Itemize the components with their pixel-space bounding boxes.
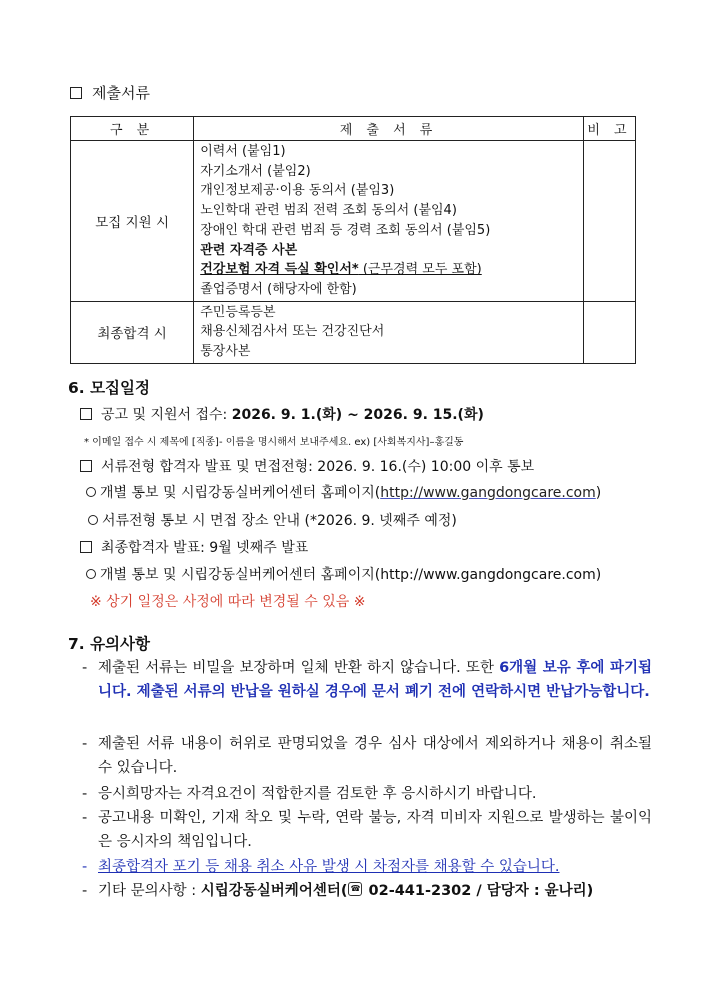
category-applicant: 모집 지원 시 [71,141,194,302]
cautions-heading: 7. 유의사항 [68,635,150,653]
phone-icon: ☎ [348,882,362,896]
notice-3-text: 개별 통보 및 시립강동실버케어센터 홈페이지(http://www.gangdongcare.com) [100,567,602,583]
final-result-text: 최종합격자 발표: 9월 넷째주 발표 [101,540,309,556]
caution-1-a: 제출된 서류는 비밀을 보장하며 일체 반환 하지 않습니다. 또한 [98,660,500,676]
list-item: 노인학대 관련 범죄 전력 조회 동의서 (붙임4) [200,203,457,219]
final-doc-list [194,301,584,363]
circle-bullet-icon [88,515,98,525]
dash-bullet: - [82,883,88,899]
doc-result-text: 서류전형 합격자 발표 및 면접전형: 2026. 9. 16.(수) 10:00 이후 통보 [101,459,535,475]
apply-date: 2026. 9. 1.(화) ~ 2026. 9. 15.(화) [231,407,484,423]
circle-bullet-icon [86,487,96,497]
checkbox-square-icon [80,460,92,472]
circle-bullet-icon [86,569,96,579]
dash-bullet: - [82,736,88,752]
caution-item-2 [82,732,652,780]
contact-org: 시립강동실버케어센터( [200,883,348,899]
caution-item-3 [82,782,652,806]
schedule-heading: 6. 모집일정 [68,379,150,397]
header-note: 비 고 [583,117,635,141]
caution-5-text: 최종합격자 포기 등 채용 취소 사유 발생 시 차점자를 채용할 수 있습니다. [98,859,560,875]
final-result-line [80,537,308,557]
caution-1-b: 6개월 보유 후에 파기됩니다. 제출된 서류의 반납을 원하실 경우에 문서 폐기 전에 연락하시면 반납가능합니다. [98,660,652,700]
list-item: 자기소개서 (붙임2) [200,163,311,179]
email-note: * 이메일 접수 시 제목에 [직종]- 이름을 명시해서 보내주세요. ex) [사회복지사]–홍길동 [84,437,464,448]
header-category: 구 분 [71,117,194,141]
dash-bullet: - [82,786,88,802]
caution-item-6 [82,879,652,903]
list-item: 졸업증명서 (해당자에 한함) [200,281,357,297]
contact-label: 기타 문의사항 : [98,883,201,899]
list-item: 장애인 학대 관련 범죄 등 경력 조회 동의서 (붙임5) [200,222,491,238]
documents-table [70,116,636,364]
note-cell [583,141,635,302]
caution-3-text: 응시희망자는 자격요건이 적합한지를 검토한 후 응시하시기 바랍니다. [98,786,537,802]
dash-bullet: - [82,660,88,676]
homepage-link[interactable]: http://www.gangdongcare.com [380,485,596,501]
caution-6-text [82,879,652,903]
note-cell [583,301,635,363]
apply-label: 공고 및 지원서 접수: [101,407,232,423]
caution-item-5 [82,855,652,879]
apply-line [80,404,484,424]
header-docs: 제 출 서 류 [194,117,584,141]
caution-item-1 [82,656,652,704]
contact-number: 02-441-2302 / 담당자 : 윤나리) [363,883,594,899]
checkbox-square-icon [80,541,92,553]
checkbox-square-icon [70,87,82,99]
caution-2-text: 제출된 서류 내용이 허위로 판명되었을 경우 심사 대상에서 제외하거나 채용이 취소될 수 있습니다. [98,736,652,776]
table-row [71,301,636,363]
list-item: 채용신체검사서 또는 건강진단서 [200,324,385,340]
notice-3-line [86,564,601,584]
applicant-doc-list [194,141,584,302]
list-item: 개인정보제공·이용 동의서 (붙임3) [200,183,395,199]
list-item: 이력서 (붙임1) [200,144,286,159]
list-item: 주민등록등본 [200,304,276,320]
table-row [71,141,636,302]
health-insurance-doc: 건강보험 자격 득실 확인서* [200,262,359,278]
caution-4-text: 공고내용 미확인, 기재 착오 및 누락, 연락 불능, 자격 미비자 지원으로 발생하는 불이익은 응시자의 책임입니다. [98,810,652,850]
section-docs-title: 제출서류 [92,84,150,102]
list-item [200,260,577,280]
list-item: 통장사본 [200,344,251,360]
checkbox-square-icon [80,408,92,420]
notice-1-line [86,482,601,502]
list-item: 관련 자격증 사본 [200,242,298,258]
caution-item-4 [82,806,652,854]
notice-2-text: 서류전형 통보 시 면접 장소 안내 (*2026. 9. 넷째주 예정) [102,513,457,529]
health-insurance-note: (근무경력 모두 포함) [358,262,482,278]
category-final: 최종합격 시 [71,301,194,363]
notice-1-text: 개별 통보 및 시립강동실버케어센터 홈페이지( [100,485,381,501]
dash-bullet: - [82,859,88,875]
notice-1-close: ) [595,485,602,501]
table-header-row [71,117,636,141]
schedule-warning: ※ 상기 일정은 사정에 따라 변경될 수 있음 ※ [90,594,366,610]
notice-2-line [88,510,457,530]
section-docs-heading [70,82,150,103]
caution-1-text [82,656,652,704]
dash-bullet: - [82,810,88,826]
doc-result-line [80,456,534,476]
